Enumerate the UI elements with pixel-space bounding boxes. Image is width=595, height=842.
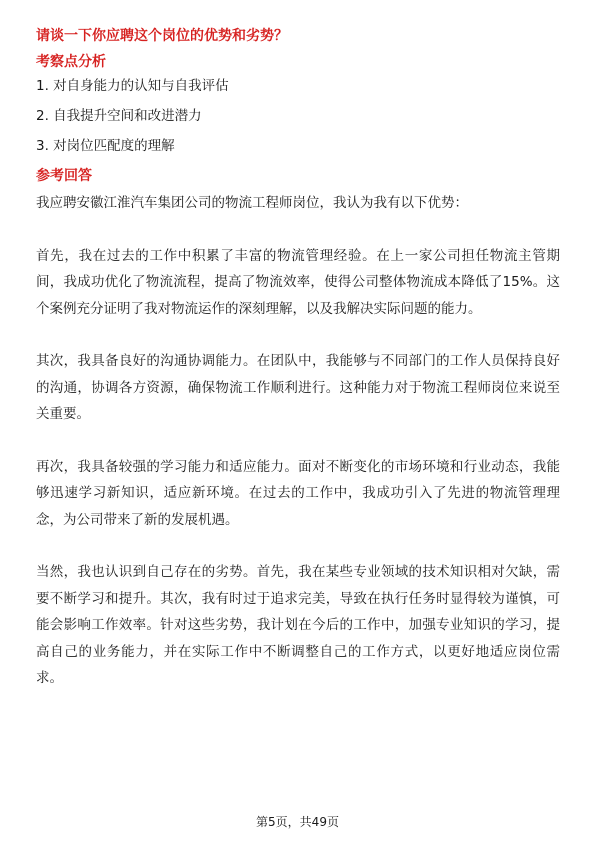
answer-intro-paragraph: 我应聘安徽江淮汽车集团公司的物流工程师岗位，我认为我有以下优势：: [36, 195, 468, 211]
answer-heading: 参考回答: [36, 168, 92, 184]
page-number-footer: 第5页，共49页: [256, 815, 339, 829]
answer-paragraph-first: 首先，我在过去的工作中积累了丰富的物流管理经验。在上一家公司担任物流主管期间，我成功优化了物流流程，提高了物流效率，使得公司整体物流成本降低了15%。这个案例充分证明了我对物流运作的深刻理解，以及我解决实际问题的能力。: [36, 247, 560, 317]
analysis-point-2: 2. 自我提升空间和改进潜力: [36, 108, 202, 124]
question-heading: 请谈一下你应聘这个岗位的优势和劣势？: [36, 28, 288, 44]
analysis-point-3: 3. 对岗位匹配度的理解: [36, 138, 175, 154]
analysis-point-1: 1. 对自身能力的认知与自我评估: [36, 78, 229, 94]
answer-paragraph-second: 其次，我具备良好的沟通协调能力。在团队中，我能够与不同部门的工作人员保持良好的沟通，协调各方资源，确保物流工作顺利进行。这种能力对于物流工程师岗位来说至关重要。: [36, 353, 560, 422]
page-content: [36, 26, 560, 718]
answer-paragraph-third: 再次，我具备较强的学习能力和适应能力。面对不断变化的市场环境和行业动态，我能够迅速学习新知识，适应新环境。在过去的工作中，我成功引入了先进的物流管理理念，为公司带来了新的发展机遇。: [36, 458, 560, 528]
analysis-heading: 考察点分析: [36, 54, 106, 70]
answer-paragraph-weakness: 当然，我也认识到自己存在的劣势。首先，我在某些专业领域的技术知识相对欠缺，需要不断学习和提升。其次，我有时过于追求完美，导致在执行任务时显得较为谨慎，可能会影响工作效率。针对这些劣势，我计划在今后的工作中，加强专业知识的学习，提高自己的业务能力，并在实际工作中不断调整自己的工作方式，以更好地适应岗位需求。: [36, 564, 560, 686]
